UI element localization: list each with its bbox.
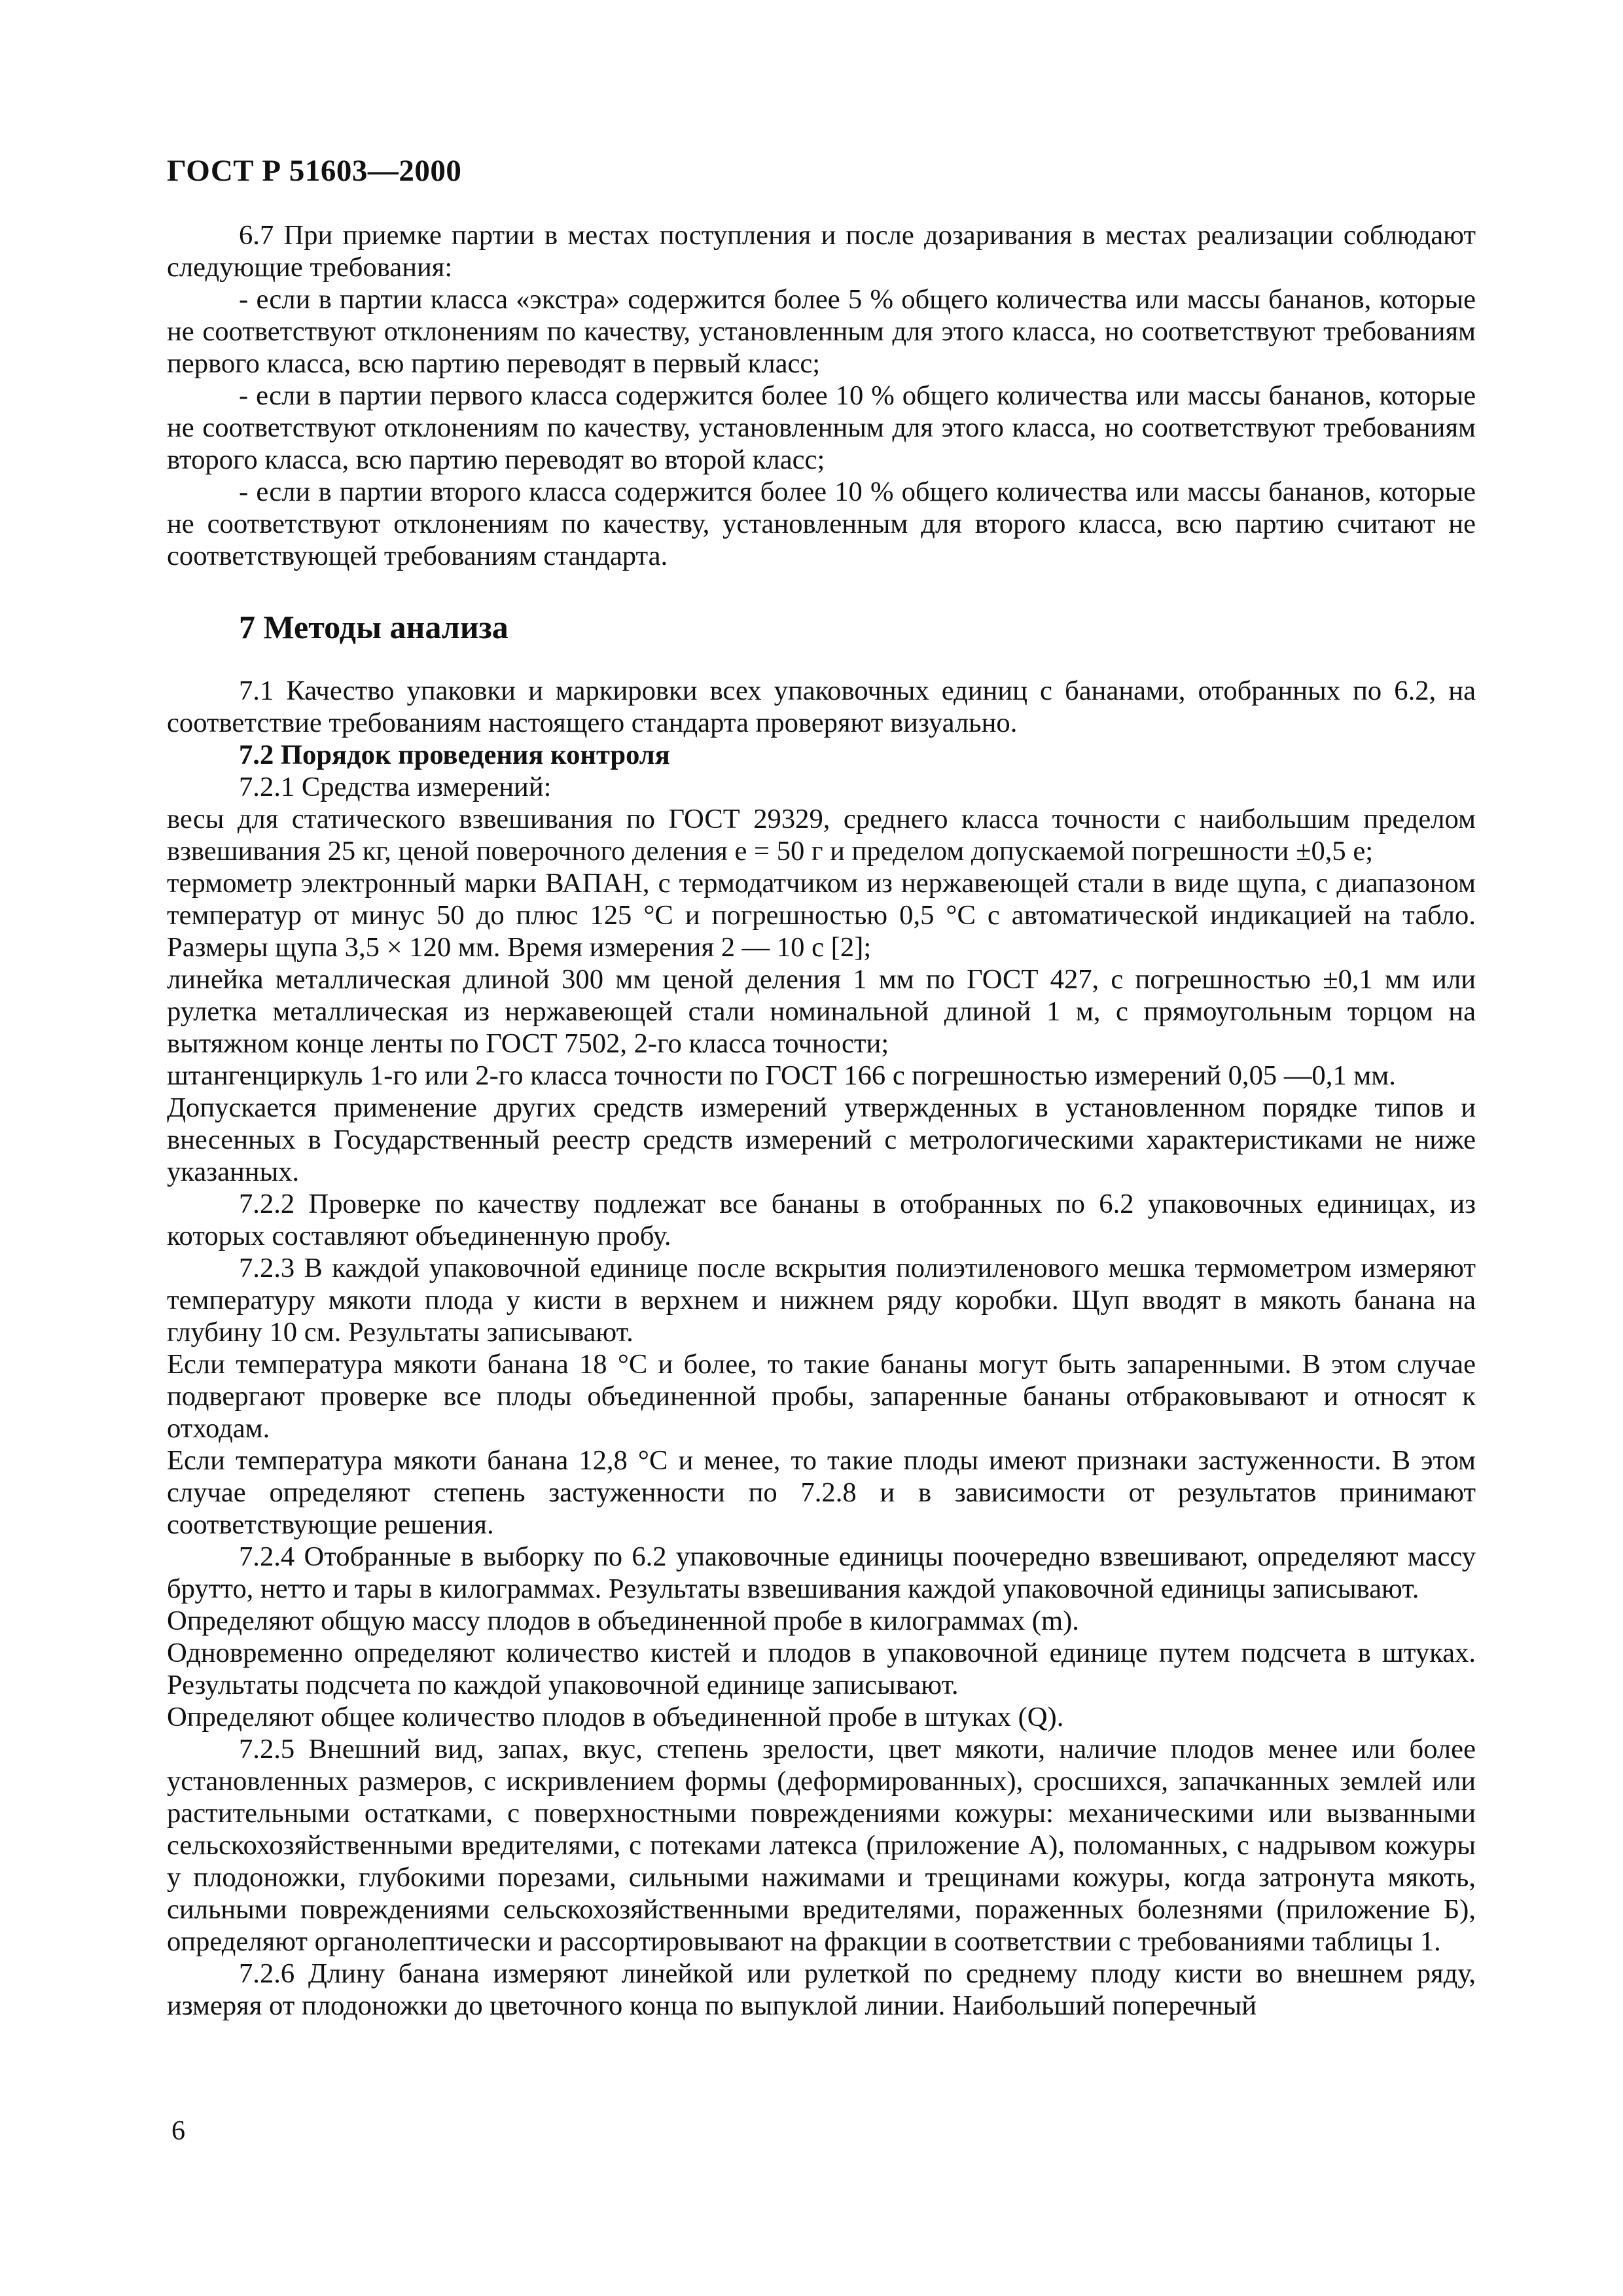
page-number: 6 — [171, 2116, 185, 2146]
paragraph: 7.2.3 В каждой упаковочной единице после вскрытия полиэтиленового мешка термометром измеряют температуру мякоти плода у кисти в верхнем и нижнем ряду коробки. Щуп вводят в мякоть банана на глубину 10 см. Результаты записывают. — [167, 1253, 1476, 1348]
section-heading: 7 Методы анализа — [239, 609, 508, 645]
paragraph: - если в партии первого класса содержится более 10 % общего количества или массы бананов, которые не соответствуют отклонениям по качеству, установленным для этого класса, но соответствуют требованиям второго класса, всю партию переводят во второй класс; — [167, 380, 1476, 475]
paragraph: штангенциркуль 1-го или 2-го класса точности по ГОСТ 166 с погрешностью измерений 0,05 —0,1 мм. — [167, 1060, 1396, 1091]
paragraph: 7.2.5 Внешний вид, запах, вкус, степень зрелости, цвет мякоти, наличие плодов менее или более установленных размеров, с искривлением формы (деформированных), сросшихся, запачканных землей или растительными остатками, с поверхностными повреждениями кожуры: механическими или вызванными сельскохозяйственными вредителями, с потеками латекса (приложение А), поломанных, с надрывом кожуры у плодоножки, глубокими порезами, сильными нажимами и трещинами кожуры, когда затронута мякоть, сильными повреждениями сельскохозяйственными вредителями, пораженных болезнями (приложение Б), определяют органолептически и рассортировывают на фракции в соответствии с требованиями таблицы 1. — [167, 1734, 1476, 1957]
paragraph: 7.2.2 Проверке по качеству подлежат все бананы в отобранных по 6.2 упаковочных единицах, из которых составляют объединенную пробу. — [167, 1189, 1476, 1251]
paragraph: 7.2.1 Средства измерений: — [239, 772, 552, 802]
paragraph: Если температура мякоти банана 18 °С и более, то такие бананы могут быть запаренными. В этом случае подвергают проверке все плоды объединенной пробы, запаренные бананы отбраковывают и относят к отходам. — [167, 1349, 1476, 1444]
paragraph: Допускается применение других средств измерений утвержденных в установленном порядке типов и внесенных в Государственный реестр средств измерений с метрологическими характеристиками не ниже указанных. — [167, 1092, 1476, 1187]
subsection-heading: 7.2 Порядок проведения контроля — [239, 740, 670, 770]
paragraph: Определяют общее количество плодов в объединенной пробе в штуках (Q). — [167, 1702, 1064, 1732]
paragraph: 6.7 При приемке партии в местах поступления и после дозаривания в местах реализации соблюдают следующие требования: — [167, 220, 1476, 283]
paragraph: - если в партии второго класса содержится более 10 % общего количества или массы бананов, которые не соответствуют отклонениям по качеству, установленным для второго класса, всю партию считают не соответствующей требованиям стандарта. — [167, 476, 1476, 571]
paragraph: весы для статического взвешивания по ГОСТ 29329, среднего класса точности с наибольшим пределом взвешивания 25 кг, ценой поверочного деления e = 50 г и пределом допускаемой погрешности ±0,5 e; — [167, 804, 1476, 867]
paragraph: линейка металлическая длиной 300 мм ценой деления 1 мм по ГОСТ 427, с погрешностью ±0,1 мм или рулетка металлическая из нержавеющей стали номинальной длиной 1 м, с прямоугольным торцом на вытяжном конце ленты по ГОСТ 7502, 2-го класса точности; — [167, 964, 1476, 1059]
paragraph: 7.2.4 Отобранные в выборку по 6.2 упаковочные единицы поочередно взвешивают, определяют массу брутто, нетто и тары в килограммах. Результаты взвешивания каждой упаковочной единицы записывают. — [167, 1541, 1476, 1604]
paragraph: 7.2.6 Длину банана измеряют линейкой или рулеткой по среднему плоду кисти во внешнем ряду, измеряя от плодоножки до цветочного конца по выпуклой линии. Наибольший поперечный — [167, 1958, 1476, 2021]
document-body — [167, 219, 1476, 2022]
paragraph: Определяют общую массу плодов в объединенной пробе в килограммах (m). — [167, 1605, 1079, 1636]
document-header: ГОСТ Р 51603—2000 — [167, 154, 462, 188]
paragraph: термометр электронный марки ВАПАН, с термодатчиком из нержавеющей стали в виде щупа, с диапазоном температур от минус 50 до плюс 125 °С и погрешностью 0,5 °С с автоматической индикацией на табло. Размеры щупа 3,5 × 120 мм. Время измерения 2 — 10 с [2]; — [167, 868, 1476, 963]
paragraph: 7.1 Качество упаковки и маркировки всех упаковочных единиц с бананами, отобранных по 6.2, на соответствие требованиям настоящего стандарта проверяют визуально. — [167, 675, 1476, 738]
paragraph: - если в партии класса «экстра» содержится более 5 % общего количества или массы бананов, которые не соответствуют отклонениям по качеству, установленным для этого класса, но соответствуют требованиям первого класса, всю партию переводят в первый класс; — [167, 284, 1476, 379]
paragraph: Если температура мякоти банана 12,8 °С и менее, то такие плоды имеют признаки застуженности. В этом случае определяют степень застуженности по 7.2.8 и в зависимости от результатов принимают соответствующие решения. — [167, 1445, 1476, 1540]
paragraph: Одновременно определяют количество кистей и плодов в упаковочной единице путем подсчета в штуках. Результаты подсчета по каждой упаковочной единице записывают. — [167, 1638, 1476, 1700]
